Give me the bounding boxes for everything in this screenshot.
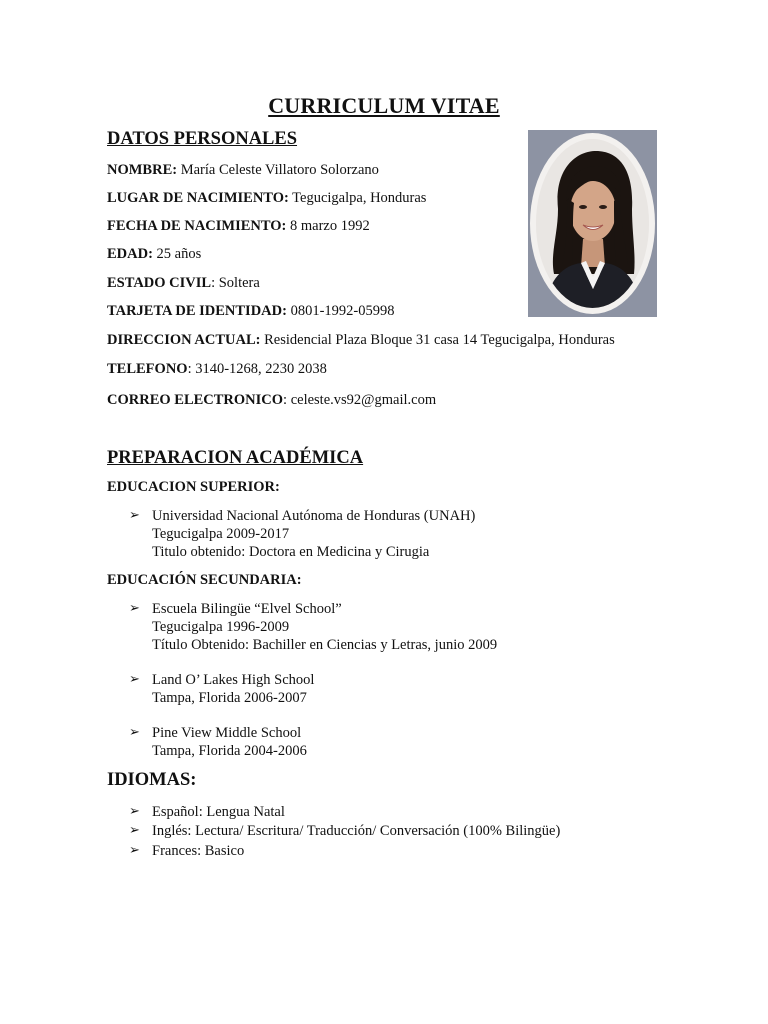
field-value: María Celeste Villatoro Solorzano [177, 162, 379, 178]
field-label: LUGAR DE NACIMIENTO: [107, 190, 289, 206]
arrowhead-bullet-icon: ➢ [129, 823, 140, 838]
item-line: Pine View Middle School [152, 725, 302, 741]
document-title: CURRICULUM VITAE [268, 93, 500, 118]
arrowhead-bullet-icon: ➢ [129, 725, 140, 740]
item-line: Título Obtenido: Bachiller en Ciencias y Letras, junio 2009 [152, 637, 498, 653]
field-label: DIRECCION ACTUAL: [107, 332, 261, 348]
preparacion-academica-heading: PREPARACION ACADÉMICA [107, 448, 364, 468]
field-correo [107, 392, 436, 409]
field-edad [107, 246, 201, 263]
arrowhead-bullet-icon: ➢ [129, 804, 140, 819]
field-value: 0801-1992-05998 [286, 303, 395, 319]
item-line: Tampa, Florida 2006-2007 [152, 690, 307, 706]
datos-personales-heading: DATOS PERSONALES [107, 129, 298, 149]
field-label: TARJETA DE IDENTIDAD: [107, 303, 287, 319]
idiomas-heading: IDIOMAS: [107, 770, 197, 790]
photo-oval-frame [530, 133, 655, 314]
field-label: NOMBRE: [107, 162, 178, 178]
item-line: Land O’ Lakes High School [152, 672, 315, 688]
field-label: CORREO ELECTRONICO [107, 392, 284, 408]
item-line: Frances: Basico [152, 843, 245, 859]
field-value: : celeste.vs92@gmail.com [283, 392, 437, 408]
item-line: Escuela Bilingüe “Elvel School” [152, 601, 342, 617]
field-estado-civil [107, 275, 260, 292]
item-line: Tegucigalpa 1996-2009 [152, 619, 290, 635]
item-line: Tampa, Florida 2004-2006 [152, 743, 307, 759]
item-line: Inglés: Lectura/ Escritura/ Traducción/ Conversación (100% Bilingüe) [152, 823, 561, 839]
field-tarjeta-identidad [107, 303, 394, 320]
field-value: Residencial Plaza Bloque 31 casa 14 Tegucigalpa, Honduras [260, 332, 615, 348]
field-fecha-nacimiento [107, 218, 370, 235]
item-line: Universidad Nacional Autónoma de Honduras (UNAH) [152, 508, 476, 524]
arrowhead-bullet-icon: ➢ [129, 843, 140, 858]
item-line: Tegucigalpa 2009-2017 [152, 526, 290, 542]
field-direccion [107, 332, 615, 349]
field-label: EDAD: [107, 246, 153, 262]
field-value: : Soltera [211, 275, 260, 291]
arrowhead-bullet-icon: ➢ [129, 601, 140, 616]
educacion-secundaria-heading: EDUCACIÓN SECUNDARIA: [107, 572, 302, 588]
field-label: TELEFONO [107, 361, 188, 377]
arrowhead-bullet-icon: ➢ [129, 508, 140, 523]
field-nombre [107, 162, 379, 179]
field-value: 8 marzo 1992 [286, 218, 370, 234]
field-label: ESTADO CIVIL [107, 275, 212, 291]
field-label: FECHA DE NACIMIENTO: [107, 218, 287, 234]
field-value: : 3140-1268, 2230 2038 [187, 361, 327, 377]
arrowhead-bullet-icon: ➢ [129, 672, 140, 687]
educacion-superior-heading: EDUCACION SUPERIOR: [107, 479, 280, 495]
field-value: Tegucigalpa, Honduras [288, 190, 427, 206]
portrait-illustration [536, 139, 649, 308]
field-value: 25 años [152, 246, 202, 262]
field-telefono [107, 361, 327, 378]
field-lugar-nacimiento [107, 190, 426, 207]
portrait-image [536, 139, 649, 308]
item-line: Titulo obtenido: Doctora en Medicina y Cirugia [152, 544, 430, 560]
item-line: Español: Lengua Natal [152, 804, 285, 820]
profile-photo [528, 130, 657, 317]
